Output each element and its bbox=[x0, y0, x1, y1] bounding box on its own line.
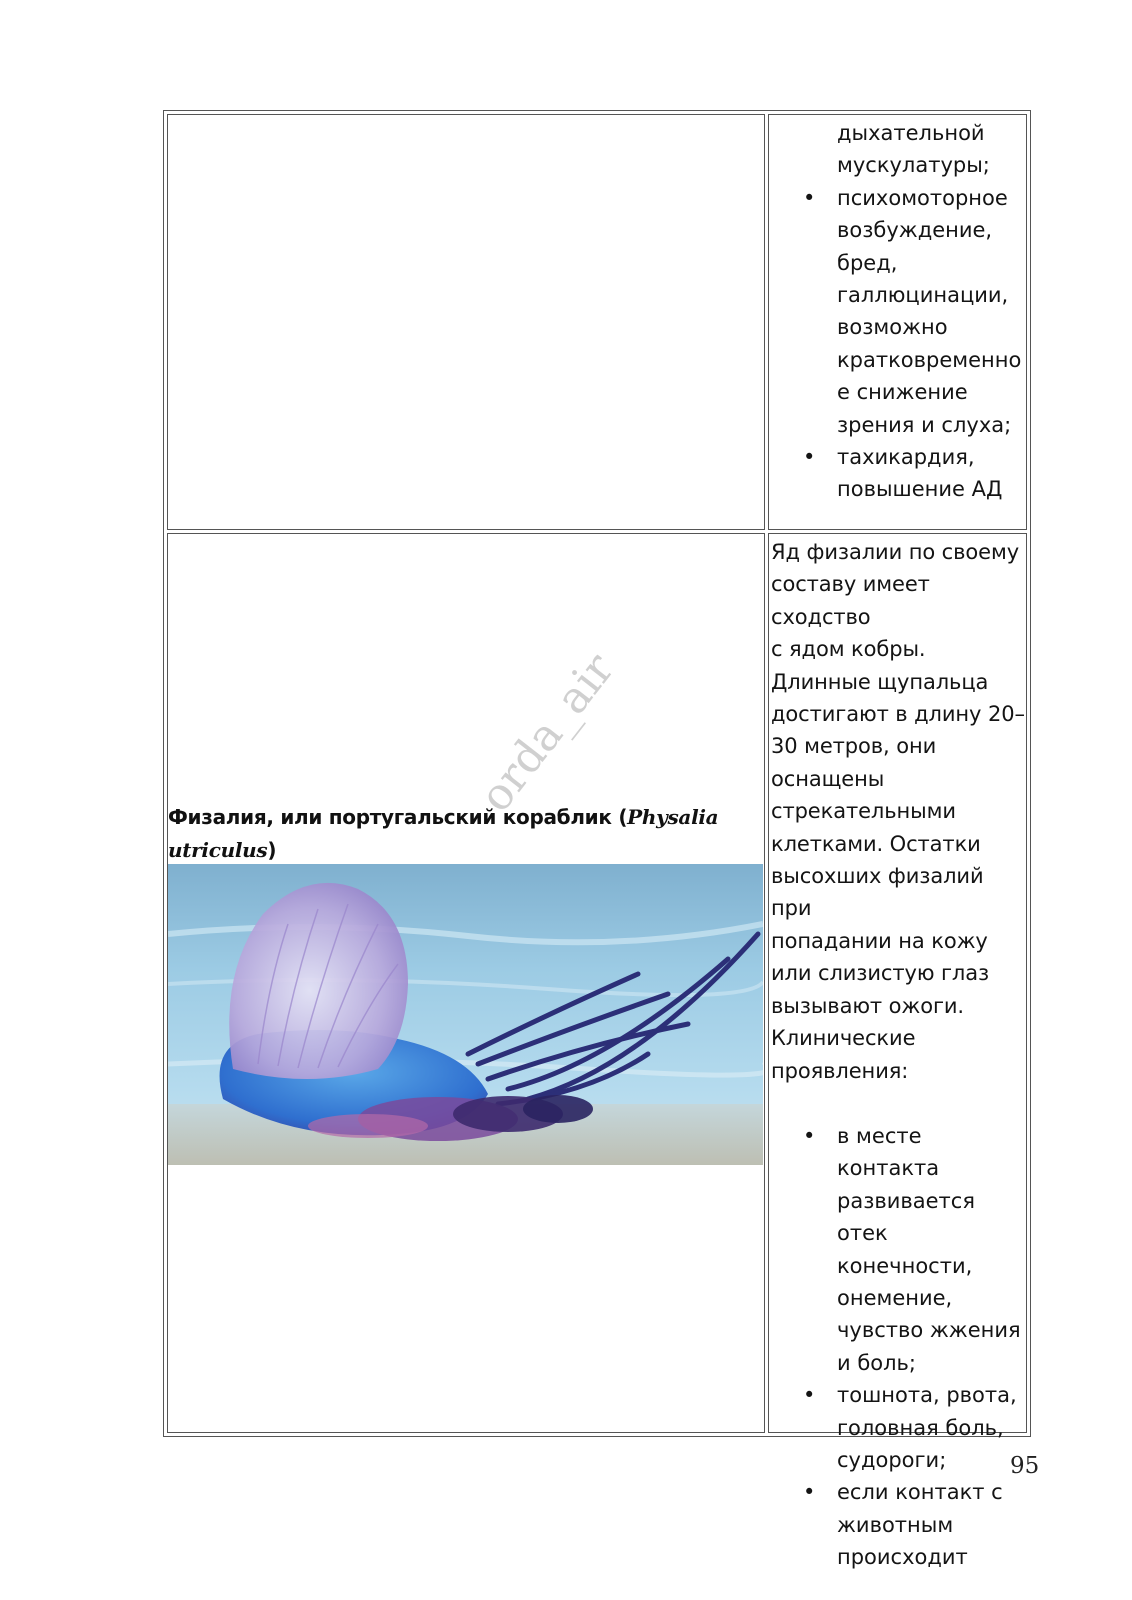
text-line: головная боль, bbox=[837, 1415, 1004, 1440]
text-line: тошнота, рвота, bbox=[837, 1383, 1017, 1408]
continued-bullet-text bbox=[769, 117, 1024, 182]
caption-latin-genus: Physalia bbox=[627, 805, 719, 829]
caption-text: Физалия, или португальский кораблик ( bbox=[168, 805, 628, 829]
bullet-icon: • bbox=[803, 1383, 816, 1408]
text-line: возбуждение, bbox=[837, 218, 993, 243]
watermark: orda_air bbox=[470, 644, 625, 822]
text-line: дыхательной bbox=[837, 121, 985, 145]
text-line: оснащены bbox=[771, 766, 885, 791]
text-line: чувство жжения bbox=[837, 1318, 1021, 1343]
text-line: возможно bbox=[837, 315, 948, 340]
row2-bullet-list bbox=[769, 1120, 1028, 1574]
text-line: Клинические bbox=[771, 1026, 916, 1051]
row2-description-text bbox=[769, 536, 1028, 1574]
page-number: 95 bbox=[1010, 1453, 1040, 1479]
text-line: кратковременно bbox=[837, 347, 1022, 372]
text-line: конечности, bbox=[837, 1253, 973, 1278]
text-line: с ядом кобры. bbox=[771, 637, 926, 662]
text-line: вызывают ожоги. bbox=[771, 993, 965, 1018]
row1-symptoms-text bbox=[769, 117, 1024, 506]
text-line: или слизистую глаз bbox=[771, 961, 990, 986]
text-line: происходит bbox=[837, 1545, 968, 1570]
text-line: развивается отек bbox=[837, 1188, 975, 1246]
bullet-icon: • bbox=[803, 1123, 816, 1148]
list-item bbox=[769, 441, 1024, 506]
text-line: в месте контакта bbox=[837, 1123, 940, 1181]
row1-bullet-list bbox=[769, 182, 1024, 506]
text-line: судороги; bbox=[837, 1447, 947, 1472]
text-line: повышение АД bbox=[837, 477, 1003, 502]
venom-description-paragraph bbox=[769, 536, 1028, 1087]
text-line: тахикардия, bbox=[837, 445, 975, 470]
caption-text: ) bbox=[267, 838, 277, 862]
list-item bbox=[769, 182, 1024, 441]
table-cell-row1-left bbox=[167, 114, 765, 530]
text-line: галлюцинации, bbox=[837, 283, 1009, 308]
text-line: попадании на кожу bbox=[771, 928, 988, 953]
list-item bbox=[769, 1379, 1028, 1476]
text-line: 30 метров, они bbox=[771, 734, 937, 759]
text-line: и боль; bbox=[837, 1350, 916, 1375]
text-line: бред, bbox=[837, 250, 898, 275]
list-item bbox=[769, 1120, 1028, 1379]
bullet-icon: • bbox=[803, 185, 816, 210]
text-line: онемение, bbox=[837, 1285, 953, 1310]
text-line: стрекательными bbox=[771, 799, 956, 824]
text-line: животным bbox=[837, 1512, 954, 1537]
list-item bbox=[769, 1476, 1028, 1573]
caption-latin-species: utriculus bbox=[168, 838, 268, 862]
text-line: Длинные щупальца bbox=[771, 669, 989, 694]
text-line: высохших физалий при bbox=[771, 864, 984, 921]
text-line: зрения и слуха; bbox=[837, 412, 1012, 437]
text-line: е снижение bbox=[837, 380, 968, 405]
text-line: Яд физалии по своему bbox=[771, 540, 1020, 564]
text-line: проявления: bbox=[771, 1058, 909, 1083]
text-line: психомоторное bbox=[837, 185, 1008, 210]
text-line: мускулатуры; bbox=[837, 153, 990, 178]
table-cell-row1-right bbox=[768, 114, 1027, 530]
text-line: если контакт с bbox=[837, 1480, 1003, 1505]
text-line: достигают в длину 20– bbox=[771, 702, 1025, 727]
bullet-icon: • bbox=[803, 445, 816, 470]
text-line: клетками. Остатки bbox=[771, 831, 981, 856]
text-line: составу имеет сходство bbox=[771, 572, 930, 629]
species-caption bbox=[168, 801, 758, 867]
spacer bbox=[769, 1087, 1028, 1120]
bullet-icon: • bbox=[803, 1480, 816, 1505]
portuguese-man-o-war-photo bbox=[168, 864, 763, 1165]
